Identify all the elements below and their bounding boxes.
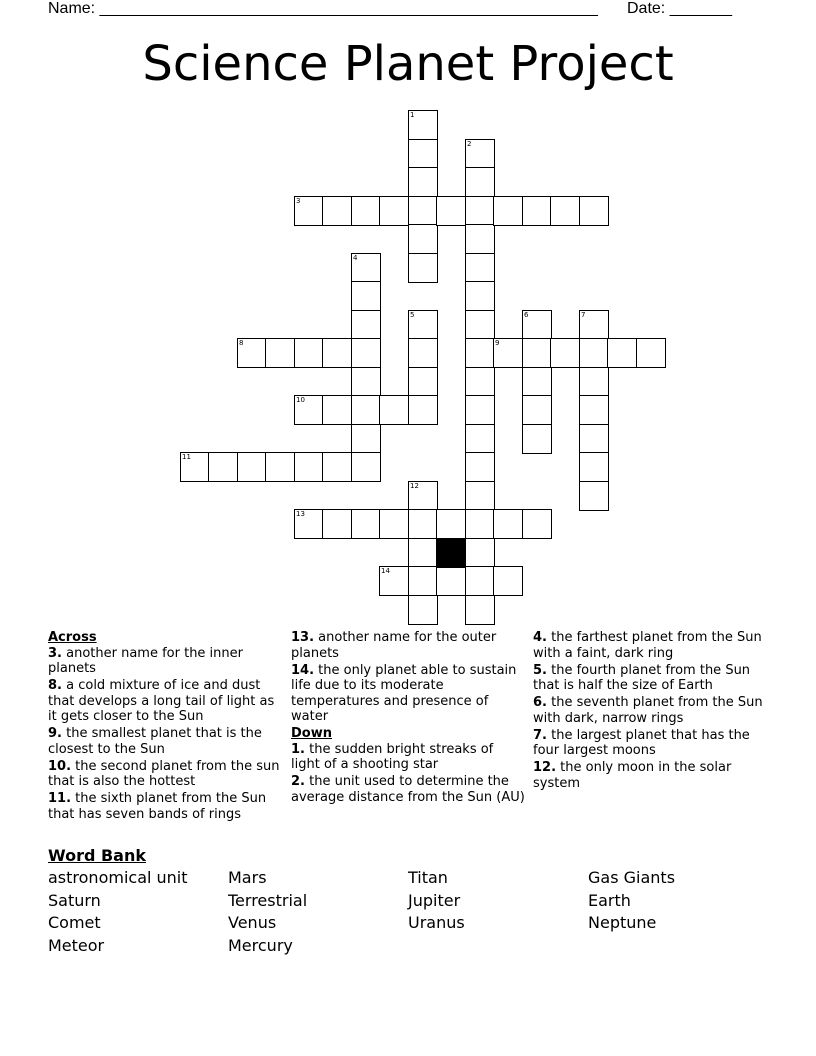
word-bank-item: Mercury — [228, 936, 293, 956]
crossword-cell[interactable] — [579, 424, 609, 454]
clue-text: the sudden bright streaks of light of a shooting star — [291, 741, 494, 772]
crossword-cell[interactable] — [379, 509, 409, 539]
clue — [291, 774, 526, 805]
clues-column-2 — [291, 630, 526, 807]
crossword-cell[interactable] — [607, 338, 637, 368]
clue-number-label: 9. — [48, 726, 62, 741]
clue-text: the sixth planet from the Sun that has seven bands of rings — [48, 791, 267, 822]
crossword-cell[interactable] — [322, 395, 352, 425]
crossword-cell[interactable] — [579, 452, 609, 482]
name-field[interactable]: Name: ________________________________________________________ — [48, 0, 598, 17]
clue-text: another name for the inner planets — [48, 645, 243, 676]
crossword-cell[interactable] — [493, 196, 523, 226]
crossword-cell[interactable] — [522, 338, 552, 368]
crossword-cell[interactable] — [379, 566, 409, 596]
clue-number-label: 13. — [291, 630, 315, 645]
crossword-cell[interactable] — [351, 509, 381, 539]
crossword-cell[interactable] — [294, 395, 324, 425]
clue-number: 8 — [239, 339, 244, 347]
clue-number-label: 1. — [291, 741, 305, 757]
clue-number: 6 — [524, 311, 529, 319]
word-bank-item: Jupiter — [408, 890, 461, 910]
clue-text: a cold mixture of ice and dust that develops a long tail of light as it gets closer to the Sun — [48, 678, 275, 724]
clue — [291, 742, 526, 773]
crossword-cell[interactable] — [408, 139, 438, 169]
clue-number-label: 8. — [48, 678, 62, 693]
clue-number: 11 — [182, 453, 191, 461]
clues-column-1 — [48, 630, 283, 824]
clue-text: the fourth planet from the Sun that is half the size of Earth — [533, 662, 751, 693]
crossword-cell[interactable] — [379, 395, 409, 425]
clue-text: the only moon in the solar system — [533, 760, 732, 791]
crossword-cell[interactable] — [465, 338, 495, 368]
clue-text: the seventh planet from the Sun with dark, narrow rings — [533, 695, 763, 726]
crossword-cell[interactable] — [522, 424, 552, 454]
crossword-cell[interactable] — [408, 395, 438, 425]
crossword-cell[interactable] — [465, 395, 495, 425]
clue — [533, 760, 768, 791]
word-bank-item: Saturn — [48, 890, 101, 910]
crossword-cell[interactable] — [351, 452, 381, 482]
clue-number: 9 — [495, 339, 500, 347]
word-bank-title: Word Bank — [48, 846, 147, 865]
crossword-cell[interactable] — [408, 253, 438, 283]
clue-number-label: 2. — [291, 774, 305, 789]
clue-number-label: 10. — [48, 758, 72, 774]
clue-text: the unit used to determine the average distance from the Sun (AU) — [291, 774, 525, 805]
crossword-cell[interactable] — [465, 452, 495, 482]
crossword-cell[interactable] — [465, 509, 495, 539]
across-heading: Across — [48, 630, 97, 645]
crossword-cell[interactable] — [465, 566, 495, 596]
crossword-cell[interactable] — [408, 481, 438, 511]
crossword-cell[interactable] — [465, 167, 495, 197]
crossword-cell[interactable] — [237, 338, 267, 368]
clue-text: the second planet from the sun that is also the hottest — [48, 758, 280, 789]
clue-number-label: 3. — [48, 645, 62, 661]
crossword-cell[interactable] — [294, 196, 324, 226]
crossword-cell[interactable] — [294, 452, 324, 482]
word-bank-item: Venus — [228, 913, 277, 933]
crossword-cell[interactable] — [408, 566, 438, 596]
clue — [533, 630, 768, 661]
crossword-cell[interactable] — [436, 566, 466, 596]
clue-number: 1 — [410, 111, 415, 119]
crossword-cell[interactable] — [465, 224, 495, 254]
crossword-cell[interactable] — [265, 452, 295, 482]
crossword-cell[interactable] — [208, 452, 238, 482]
crossword-cell[interactable] — [294, 509, 324, 539]
crossword-cell[interactable] — [493, 338, 523, 368]
crossword-cell[interactable] — [408, 224, 438, 254]
crossword-cell[interactable] — [351, 281, 381, 311]
crossword-cell[interactable] — [465, 538, 495, 568]
clue-number-label: 4. — [533, 630, 547, 645]
word-bank-item: Comet — [48, 913, 101, 933]
crossword-cell[interactable] — [579, 481, 609, 511]
clue-number-label: 5. — [533, 662, 547, 678]
crossword-cell[interactable] — [579, 310, 609, 340]
clue-number-label: 11. — [48, 791, 72, 806]
clue-text: the largest planet that has the four largest moons — [533, 727, 750, 758]
word-bank-item: Gas Giants — [588, 868, 676, 887]
crossword-cell[interactable] — [408, 167, 438, 197]
word-bank-item: Meteor — [48, 936, 105, 956]
crossword-cell[interactable] — [522, 395, 552, 425]
crossword-cell[interactable] — [351, 253, 381, 283]
crossword-block — [436, 538, 466, 568]
crossword-cell[interactable] — [322, 338, 352, 368]
crossword-cell[interactable] — [550, 338, 580, 368]
clue-number: 4 — [353, 254, 358, 262]
clue-number: 3 — [296, 197, 301, 205]
crossword-cell[interactable] — [436, 196, 466, 226]
word-bank-item: Terrestrial — [228, 890, 308, 910]
clue-number: 13 — [296, 510, 305, 518]
clue — [291, 663, 526, 725]
clue-number: 2 — [467, 140, 472, 148]
page-title: Science Planet Project — [142, 36, 674, 92]
down-heading: Down — [291, 726, 332, 741]
crossword-cell[interactable] — [522, 196, 552, 226]
crossword-cell[interactable] — [408, 310, 438, 340]
crossword-cell[interactable] — [351, 367, 381, 397]
crossword-cell[interactable] — [550, 196, 580, 226]
clue — [533, 663, 768, 694]
clue-number: 5 — [410, 311, 415, 319]
crossword-cell[interactable] — [408, 196, 438, 226]
crossword-cell[interactable] — [408, 338, 438, 368]
crossword-cell[interactable] — [351, 424, 381, 454]
crossword-cell[interactable] — [465, 253, 495, 283]
word-bank-item: astronomical unit — [48, 868, 188, 887]
crossword-cell[interactable] — [522, 509, 552, 539]
crossword-cell[interactable] — [465, 424, 495, 454]
crossword-cell[interactable] — [322, 452, 352, 482]
clue-text: another name for the outer planets — [291, 630, 497, 661]
clue-number: 12 — [410, 482, 419, 490]
word-bank-item: Mars — [228, 868, 267, 887]
clue — [48, 791, 283, 822]
clues-column-3 — [533, 630, 768, 793]
clue-number: 7 — [581, 311, 586, 319]
clue — [533, 695, 768, 726]
date-field[interactable]: Date: _______ — [627, 0, 732, 17]
clue-number-label: 12. — [533, 760, 557, 775]
crossword-cell[interactable] — [408, 538, 438, 568]
crossword-cell[interactable] — [408, 595, 438, 625]
crossword-cell[interactable] — [465, 310, 495, 340]
crossword-cell[interactable] — [465, 595, 495, 625]
clue — [48, 726, 283, 757]
clue — [533, 728, 768, 759]
crossword-cell[interactable] — [237, 452, 267, 482]
crossword-cell[interactable] — [465, 196, 495, 226]
crossword-cell[interactable] — [322, 196, 352, 226]
crossword-cell[interactable] — [579, 367, 609, 397]
clue — [291, 630, 526, 661]
clue-text: the farthest planet from the Sun with a faint, dark ring — [533, 630, 762, 661]
clue-text: the only planet able to sustain life due to its moderate temperatures and presence of water — [291, 662, 517, 724]
crossword-cell[interactable] — [408, 509, 438, 539]
crossword-cell[interactable] — [351, 338, 381, 368]
crossword-cell[interactable] — [522, 367, 552, 397]
crossword-cell[interactable] — [294, 338, 324, 368]
crossword-cell[interactable] — [636, 338, 666, 368]
crossword-cell[interactable] — [436, 509, 466, 539]
crossword-cell[interactable] — [465, 281, 495, 311]
crossword-cell[interactable] — [493, 566, 523, 596]
clue — [48, 646, 283, 677]
word-bank-item: Neptune — [588, 913, 657, 933]
crossword-cell[interactable] — [465, 367, 495, 397]
crossword-cell[interactable] — [493, 509, 523, 539]
crossword-cell[interactable] — [351, 395, 381, 425]
clue-number-label: 7. — [533, 727, 547, 743]
clue — [48, 678, 283, 725]
crossword-cell[interactable] — [322, 509, 352, 539]
crossword-cell[interactable] — [265, 338, 295, 368]
crossword-cell[interactable] — [579, 395, 609, 425]
crossword-cell[interactable] — [579, 196, 609, 226]
crossword-cell[interactable] — [408, 367, 438, 397]
clue-number: 14 — [381, 567, 390, 575]
word-bank-item: Earth — [588, 890, 631, 910]
clue-number-label: 6. — [533, 695, 547, 710]
crossword-cell[interactable] — [579, 338, 609, 368]
crossword-cell[interactable] — [465, 139, 495, 169]
word-bank-item: Titan — [408, 868, 448, 887]
crossword-cell[interactable] — [379, 196, 409, 226]
clue-text: the smallest planet that is the closest to the Sun — [48, 726, 262, 757]
crossword-cell[interactable] — [351, 196, 381, 226]
word-bank-item: Uranus — [408, 913, 465, 933]
crossword-cell[interactable] — [465, 481, 495, 511]
crossword-cell[interactable] — [522, 310, 552, 340]
crossword-cell[interactable] — [351, 310, 381, 340]
clue-number-label: 14. — [291, 662, 315, 678]
clue-number: 10 — [296, 396, 305, 404]
crossword-cell[interactable] — [180, 452, 210, 482]
clue — [48, 759, 283, 790]
crossword-cell[interactable] — [408, 110, 438, 140]
